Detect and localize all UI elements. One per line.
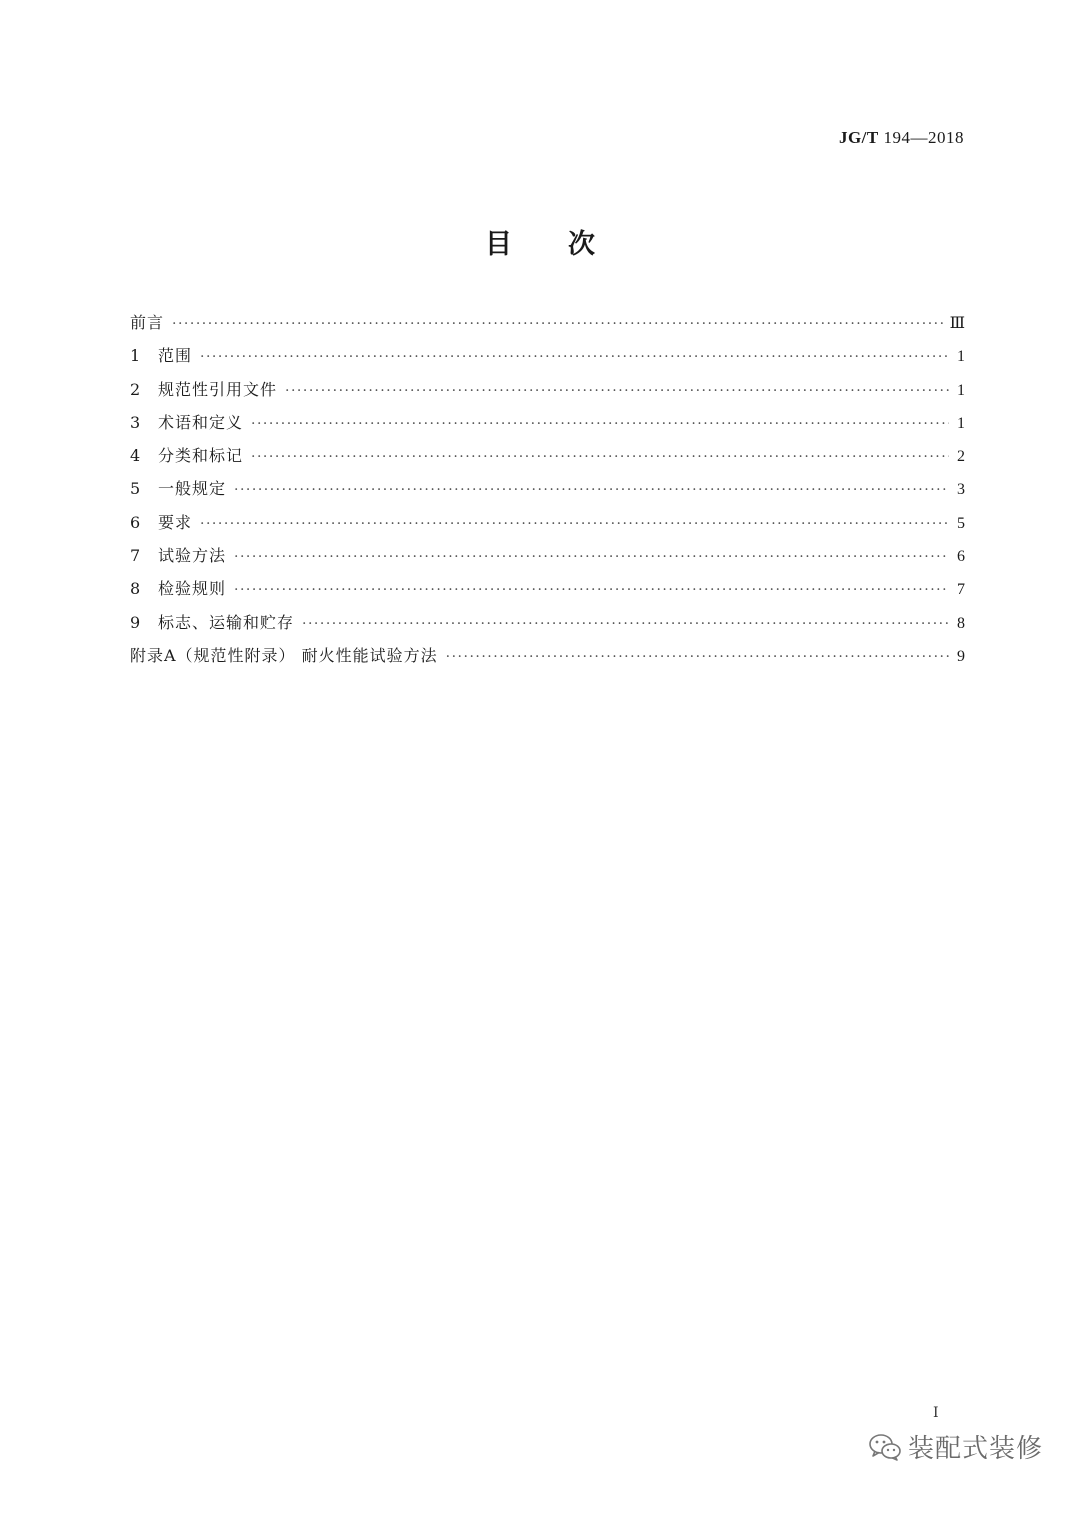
- toc-entry-page: 1: [957, 414, 965, 432]
- toc-dot-leader: [446, 641, 949, 674]
- wechat-icon: [868, 1432, 902, 1462]
- toc-entry-page: 1: [957, 381, 965, 399]
- toc-entry-label: 试验方法: [158, 546, 227, 566]
- toc-entry-label: 要求: [158, 512, 193, 532]
- toc-entry-label: 附录A（规范性附录） 耐火性能试验方法: [130, 645, 438, 665]
- toc-entry-number: 1: [130, 346, 141, 366]
- toc-dot-leader: [234, 541, 949, 574]
- toc-entry-number: 2: [130, 379, 141, 399]
- watermark: [868, 1428, 1043, 1465]
- toc-entry-page: 3: [957, 481, 965, 499]
- toc-dot-leader: [251, 441, 949, 474]
- toc-entry-label: 分类和标记: [158, 446, 244, 466]
- toc-entry-number: 9: [130, 612, 141, 632]
- toc-entry-label: 标志、运输和贮存: [158, 612, 295, 632]
- toc-entry-number: 3: [130, 412, 141, 432]
- toc-entry-label: 前言: [130, 313, 165, 332]
- toc-entry-number: 4: [130, 446, 141, 466]
- toc-entry-1[interactable]: [130, 339, 965, 372]
- toc-entry-8[interactable]: [130, 572, 965, 605]
- toc-entry-number: 6: [130, 512, 141, 532]
- toc-entry-page: 6: [957, 548, 965, 566]
- toc-entry-label: 术语和定义: [158, 412, 244, 432]
- toc-entry-label: 规范性引用文件: [158, 379, 278, 399]
- toc-entry-number: 8: [130, 579, 141, 599]
- toc-entry-page: 5: [957, 514, 965, 532]
- watermark-text: 装配式装修: [908, 1434, 1044, 1464]
- toc-entry-label: 一般规定: [158, 479, 227, 499]
- toc-entry-6[interactable]: [130, 506, 965, 539]
- toc-dot-leader: [302, 608, 949, 641]
- toc-dot-leader: [200, 341, 949, 374]
- toc-entry-page: 7: [957, 581, 965, 599]
- toc-entry-5[interactable]: [130, 472, 965, 505]
- toc-dot-leader: [234, 474, 949, 507]
- toc-dot-leader: [285, 375, 949, 408]
- toc-entry-page: 9: [957, 647, 965, 665]
- page-title: 目次: [485, 229, 651, 260]
- toc-entry-4[interactable]: [130, 439, 965, 472]
- toc-entry-appendix-a[interactable]: [130, 639, 965, 672]
- toc-entry-page: 8: [957, 614, 965, 632]
- page-number: Ⅰ: [933, 1405, 939, 1421]
- toc-entry-number: 5: [130, 479, 141, 499]
- toc-entry-3[interactable]: [130, 406, 965, 439]
- toc-dot-leader: [251, 408, 949, 441]
- toc-entry-9[interactable]: [130, 606, 965, 639]
- toc-entry-page: Ⅲ: [949, 315, 965, 332]
- toc-entry-label: 范围: [158, 346, 193, 366]
- table-of-contents: [130, 306, 965, 672]
- standard-code-prefix: JG/T: [838, 128, 879, 147]
- toc-entry-7[interactable]: [130, 539, 965, 572]
- standard-code: [839, 128, 964, 148]
- toc-dot-leader: [200, 508, 949, 541]
- toc-entry-label: 检验规则: [158, 579, 227, 599]
- toc-entry-page: 1: [957, 348, 965, 366]
- toc-dot-leader: [234, 574, 949, 607]
- toc-entry-2[interactable]: [130, 373, 965, 406]
- standard-code-number: 194—2018: [883, 128, 964, 147]
- toc-dot-leader: [172, 308, 944, 341]
- toc-entry-page: 2: [957, 448, 965, 466]
- toc-entry-number: 7: [130, 546, 141, 566]
- toc-entry-foreword[interactable]: [130, 306, 965, 339]
